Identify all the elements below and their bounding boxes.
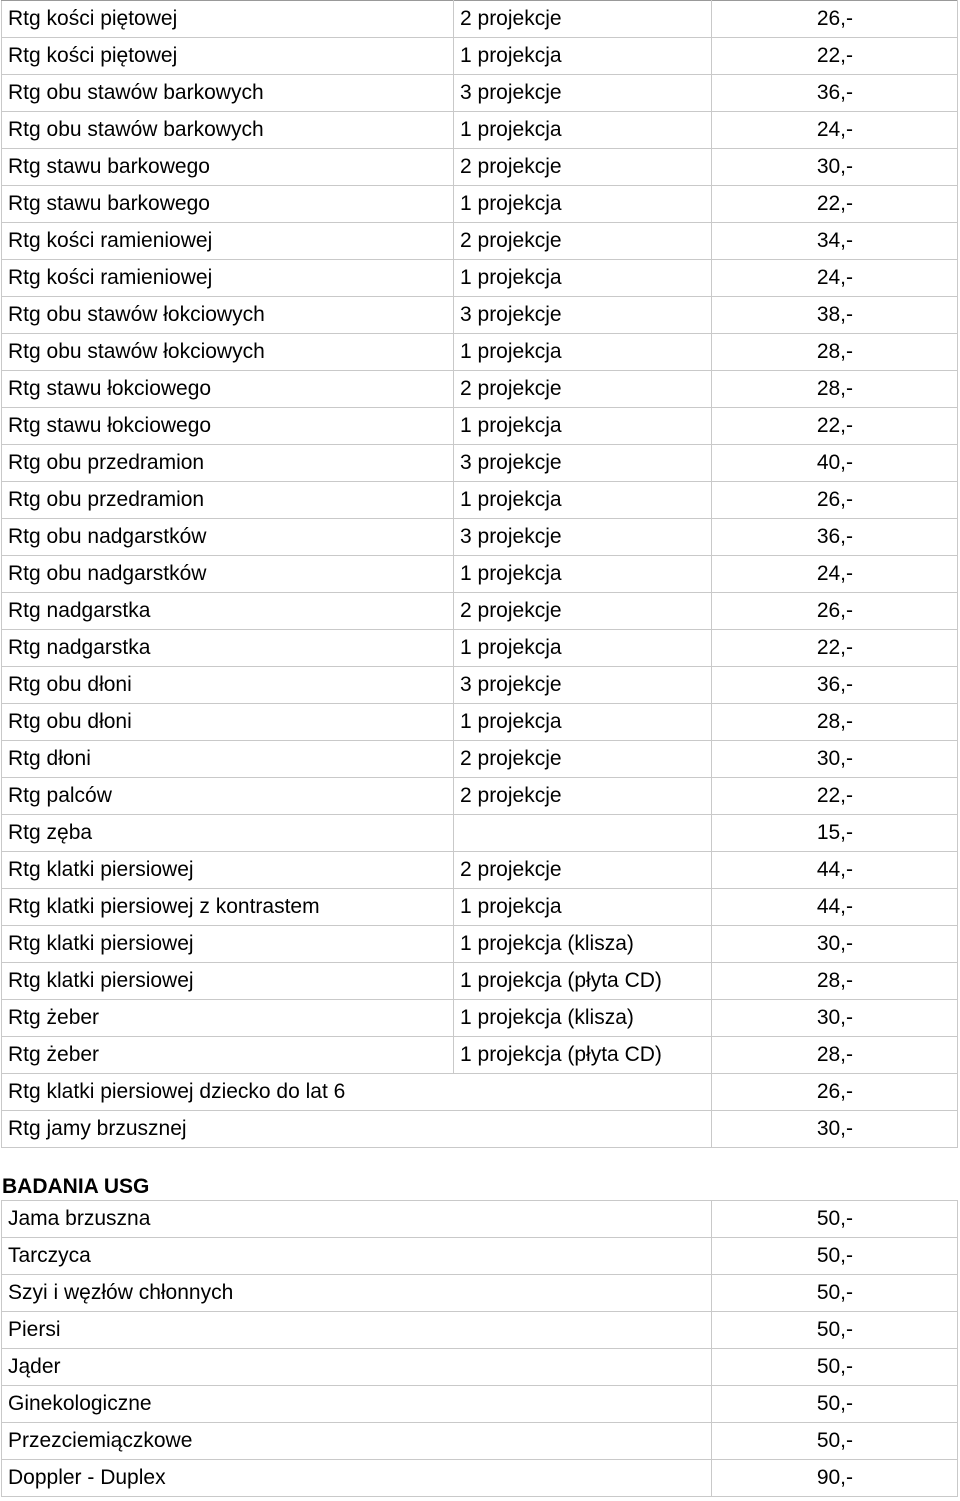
price-value: 50,- <box>712 1201 958 1238</box>
table-row <box>2 519 958 556</box>
exam-name: Ginekologiczne <box>2 1386 712 1423</box>
projection-count: 3 projekcje <box>454 75 712 112</box>
table-row <box>2 667 958 704</box>
table-row <box>2 741 958 778</box>
projection-count: 1 projekcja <box>454 408 712 445</box>
projection-count: 3 projekcje <box>454 297 712 334</box>
table-row <box>2 1312 958 1349</box>
price-value: 28,- <box>712 334 958 371</box>
exam-name: Doppler - Duplex <box>2 1460 712 1497</box>
price-value: 36,- <box>712 75 958 112</box>
price-value: 34,- <box>712 223 958 260</box>
exam-name: Rtg obu przedramion <box>2 445 454 482</box>
exam-name: Rtg klatki piersiowej <box>2 852 454 889</box>
price-value: 24,- <box>712 260 958 297</box>
price-value: 30,- <box>712 1111 958 1148</box>
table-row <box>2 371 958 408</box>
projection-count: 1 projekcja (klisza) <box>454 926 712 963</box>
exam-name: Rtg obu nadgarstków <box>2 556 454 593</box>
exam-name: Rtg stawu barkowego <box>2 186 454 223</box>
exam-name: Rtg stawu barkowego <box>2 149 454 186</box>
price-value: 22,- <box>712 778 958 815</box>
projection-count: 1 projekcja <box>454 186 712 223</box>
exam-name: Rtg klatki piersiowej z kontrastem <box>2 889 454 926</box>
table-row <box>2 334 958 371</box>
price-value: 26,- <box>712 482 958 519</box>
table-row <box>2 778 958 815</box>
table-row <box>2 889 958 926</box>
projection-count: 1 projekcja <box>454 889 712 926</box>
section-title: BADANIA USG <box>2 1175 150 1198</box>
table-row <box>2 1386 958 1423</box>
table-row <box>2 1275 958 1312</box>
table-row <box>2 149 958 186</box>
exam-name: Rtg kości piętowej <box>2 1 454 38</box>
projection-count: 2 projekcje <box>454 593 712 630</box>
projection-count: 1 projekcja <box>454 38 712 75</box>
projection-count: 2 projekcje <box>454 778 712 815</box>
exam-name: Piersi <box>2 1312 712 1349</box>
exam-name: Rtg kości piętowej <box>2 38 454 75</box>
projection-count: 1 projekcja <box>454 630 712 667</box>
price-value: 30,- <box>712 741 958 778</box>
xray-table-body <box>2 1 958 1148</box>
projection-count: 2 projekcje <box>454 371 712 408</box>
price-value: 44,- <box>712 889 958 926</box>
exam-name: Rtg stawu łokciowego <box>2 408 454 445</box>
price-value: 50,- <box>712 1349 958 1386</box>
price-value: 50,- <box>712 1238 958 1275</box>
exam-name: Rtg obu stawów barkowych <box>2 75 454 112</box>
table-row <box>2 926 958 963</box>
table-row <box>2 852 958 889</box>
exam-name: Tarczyca <box>2 1238 712 1275</box>
price-value: 26,- <box>712 1074 958 1111</box>
table-row <box>2 630 958 667</box>
projection-count: 1 projekcja <box>454 112 712 149</box>
price-value: 22,- <box>712 408 958 445</box>
table-row <box>2 963 958 1000</box>
exam-name: Rtg nadgarstka <box>2 593 454 630</box>
price-value: 28,- <box>712 704 958 741</box>
table-row <box>2 1238 958 1275</box>
price-value: 30,- <box>712 149 958 186</box>
table-row <box>2 556 958 593</box>
projection-count: 1 projekcja (płyta CD) <box>454 1037 712 1074</box>
price-value: 30,- <box>712 926 958 963</box>
table-row <box>2 704 958 741</box>
price-value: 24,- <box>712 112 958 149</box>
table-row <box>2 75 958 112</box>
table-row <box>2 38 958 75</box>
exam-name: Rtg obu nadgarstków <box>2 519 454 556</box>
table-row <box>2 815 958 852</box>
table-row <box>2 1460 958 1497</box>
exam-name: Rtg kości ramieniowej <box>2 260 454 297</box>
table-row <box>2 186 958 223</box>
usg-section-header <box>0 1148 960 1200</box>
price-value: 50,- <box>712 1312 958 1349</box>
price-value: 28,- <box>712 371 958 408</box>
exam-name: Rtg jamy brzusznej <box>2 1111 712 1148</box>
price-value: 26,- <box>712 1 958 38</box>
table-row <box>2 1423 958 1460</box>
price-value: 50,- <box>712 1423 958 1460</box>
table-row <box>2 408 958 445</box>
usg-price-table <box>1 1200 958 1497</box>
exam-name: Rtg obu przedramion <box>2 482 454 519</box>
price-value: 28,- <box>712 1037 958 1074</box>
price-value: 28,- <box>712 963 958 1000</box>
projection-count: 3 projekcje <box>454 445 712 482</box>
xray-price-table <box>1 0 958 1148</box>
exam-name: Rtg obu stawów łokciowych <box>2 334 454 371</box>
exam-name: Rtg obu stawów łokciowych <box>2 297 454 334</box>
price-value: 90,- <box>712 1460 958 1497</box>
price-value: 22,- <box>712 38 958 75</box>
price-value: 24,- <box>712 556 958 593</box>
exam-name: Szyi i węzłów chłonnych <box>2 1275 712 1312</box>
table-row <box>2 445 958 482</box>
table-row <box>2 593 958 630</box>
price-value: 22,- <box>712 186 958 223</box>
table-row <box>2 1 958 38</box>
exam-name: Rtg klatki piersiowej dziecko do lat 6 <box>2 1074 712 1111</box>
exam-name: Rtg klatki piersiowej <box>2 963 454 1000</box>
exam-name: Rtg obu stawów barkowych <box>2 112 454 149</box>
exam-name: Rtg kości ramieniowej <box>2 223 454 260</box>
exam-name: Rtg nadgarstka <box>2 630 454 667</box>
exam-name: Rtg obu dłoni <box>2 704 454 741</box>
table-row <box>2 297 958 334</box>
exam-name: Przezciemiączkowe <box>2 1423 712 1460</box>
table-row <box>2 1349 958 1386</box>
projection-count: 1 projekcja <box>454 260 712 297</box>
table-row <box>2 482 958 519</box>
exam-name: Rtg żeber <box>2 1000 454 1037</box>
exam-name: Rtg klatki piersiowej <box>2 926 454 963</box>
table-row <box>2 1201 958 1238</box>
projection-count <box>454 815 712 852</box>
price-value: 44,- <box>712 852 958 889</box>
projection-count: 3 projekcje <box>454 667 712 704</box>
price-value: 36,- <box>712 519 958 556</box>
exam-name: Rtg obu dłoni <box>2 667 454 704</box>
projection-count: 2 projekcje <box>454 852 712 889</box>
projection-count: 3 projekcje <box>454 519 712 556</box>
exam-name: Rtg stawu łokciowego <box>2 371 454 408</box>
table-row <box>2 223 958 260</box>
price-value: 40,- <box>712 445 958 482</box>
usg-table-body <box>2 1201 958 1497</box>
projection-count: 1 projekcja (płyta CD) <box>454 963 712 1000</box>
projection-count: 1 projekcja <box>454 556 712 593</box>
projection-count: 2 projekcje <box>454 223 712 260</box>
exam-name: Rtg dłoni <box>2 741 454 778</box>
projection-count: 1 projekcja <box>454 704 712 741</box>
table-row <box>2 1000 958 1037</box>
projection-count: 2 projekcje <box>454 149 712 186</box>
exam-name: Rtg żeber <box>2 1037 454 1074</box>
table-row <box>2 1111 958 1148</box>
price-value: 36,- <box>712 667 958 704</box>
price-value: 15,- <box>712 815 958 852</box>
exam-name: Rtg palców <box>2 778 454 815</box>
table-row <box>2 260 958 297</box>
projection-count: 1 projekcja <box>454 334 712 371</box>
exam-name: Jama brzuszna <box>2 1201 712 1238</box>
projection-count: 1 projekcja (klisza) <box>454 1000 712 1037</box>
exam-name: Rtg zęba <box>2 815 454 852</box>
table-row <box>2 112 958 149</box>
price-value: 26,- <box>712 593 958 630</box>
price-value: 38,- <box>712 297 958 334</box>
projection-count: 1 projekcja <box>454 482 712 519</box>
table-row <box>2 1037 958 1074</box>
table-row <box>2 1074 958 1111</box>
projection-count: 2 projekcje <box>454 741 712 778</box>
projection-count: 2 projekcje <box>454 1 712 38</box>
price-value: 30,- <box>712 1000 958 1037</box>
exam-name: Jąder <box>2 1349 712 1386</box>
price-value: 22,- <box>712 630 958 667</box>
price-value: 50,- <box>712 1386 958 1423</box>
price-value: 50,- <box>712 1275 958 1312</box>
